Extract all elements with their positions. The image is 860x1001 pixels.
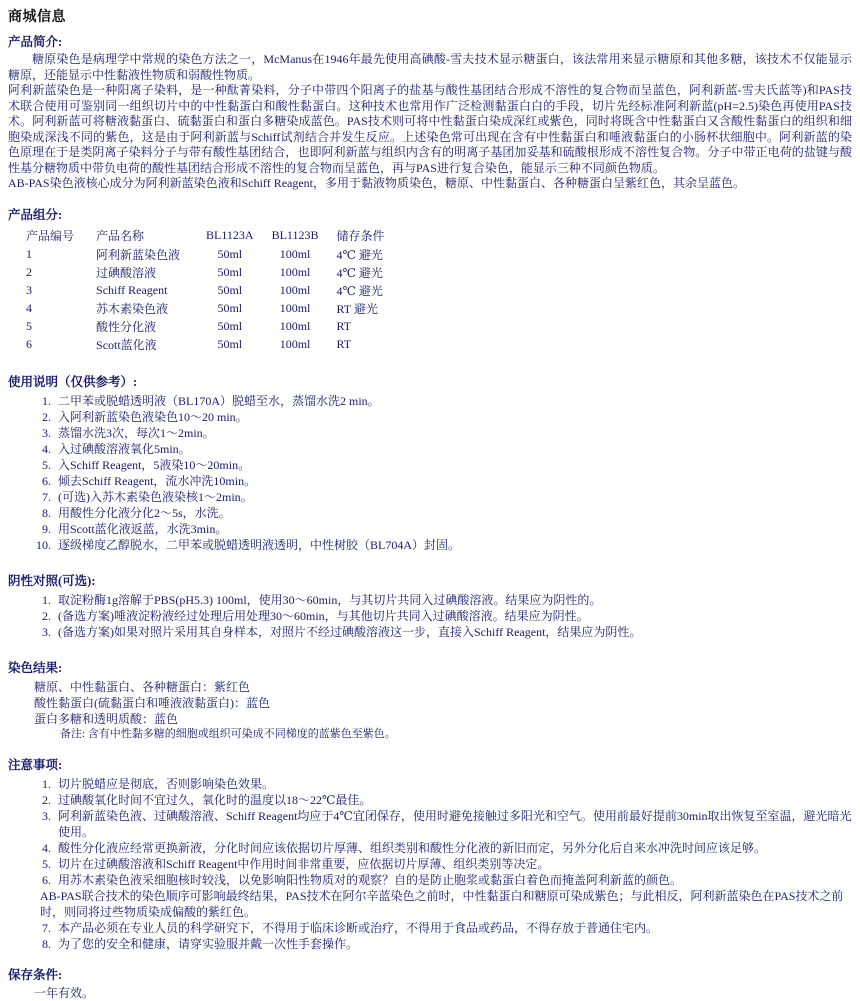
cell-storage: RT [336,336,352,351]
usage-steps-list [8,393,852,553]
results-heading: 染色结果: [8,660,63,675]
column-header-id: 产品编号 [26,228,75,243]
list-item: 9. 用Scott蓝化液返蓝，水洗3min。 [54,521,852,537]
cell-bl1123b: 100ml [279,336,311,351]
cell-bl1123b: 100ml [279,264,311,279]
list-item: 6. 用苏木素染色液采细胞核时较浅，以免影响阳性物质对的观察？自的是防止胞浆或黏蛋白着色而掩盖阿利新蓝的颜色。 [54,872,852,888]
list-item: 3. 蒸馏水洗3次，每次1～2min。 [54,425,852,441]
table-row [22,246,401,264]
list-item: 1. 取淀粉酶1g溶解于PBS(pH5.3) 100ml，使用30～60min，与其切片共同入过碘酸溶液。结果应为阴性的。 [54,592,852,608]
cell-name: 阿利新蓝染色液 [96,247,181,262]
list-item: 2. 过碘酸氧化时间不宜过久，氧化时的温度以18～22℃最佳。 [54,792,852,808]
product-intro-paragraph-3: AB-PAS染色液核心成分为阿利新蓝染色液和Schiff Reagent，多用于黏液物质染色，糖原、中性黏蛋白、各种糖蛋白呈紫红色，其余呈蓝色。 [8,176,746,190]
product-intro-heading: 产品简介: [8,35,63,49]
cell-name: 过碘酸溶液 [96,265,157,280]
components-heading: 产品组分: [8,207,63,222]
table-header-row [22,227,401,246]
cell-bl1123a: 50ml [217,264,243,279]
list-item: 糖原、中性黏蛋白、各种糖蛋白：紫红色 [34,679,251,694]
list-item: 蛋白多糖和透明质酸：蓝色 [34,711,179,726]
column-header-bl1123b: BL1123B [271,227,319,242]
negative-control-heading: 阴性对照(可选): [8,573,96,588]
components-table [22,227,401,354]
list-item-ab-pas-note: AB-PAS联合技术的染色顺序可影响最终结果，PAS技术在阿尔辛蓝染色之前时，中性黏蛋白和糖原可染成紫色；与此相反，阿利新蓝染色在PAS技术之前时，则同将过些物质染成偏酸的紫红色。 [40,888,844,919]
list-item: 5. 入Schiff Reagent，5液染10～20min。 [54,457,852,473]
cell-bl1123b: 100ml [279,282,311,297]
cell-name: Scott蓝化液 [96,337,157,352]
column-header-storage: 储存条件 [336,228,385,243]
column-header-bl1123a: BL1123A [206,227,254,242]
list-item: 8. 用酸性分化液分化2～5s，水洗。 [54,505,852,521]
negative-control-list [8,592,852,640]
page-title: 商城信息 [8,10,66,25]
list-item: 8. 为了您的安全和健康，请穿实验服并戴一次性手套操作。 [54,936,852,952]
product-intro-paragraph-2: 阿利新蓝染色是一种阳离子染料，是一种酞菁染料，分子中带四个阳离子的盐基与酸性基团结合形成不溶性的复合物而呈蓝色，阿利新蓝-雪夫氏蓝等)和PAS技术联合使用可鉴别同一组织切片中的中性黏蛋白和酸性黏蛋白。这种技术也常用作广泛检测黏蛋白白的手段，切片先经标准阿利新蓝(pH=2.5)染色再使用PAS技术。阿利新蓝可将糖液黏蛋白、硫黏蛋白和蛋白多糖染成蓝色。PAS技术则可将中性黏蛋白染成深红或紫色，同时将既含中性黏蛋白又含酸性黏蛋白的组织和细胞染成深浅不同的紫色，这是由于阿利新蓝与Schiff试剂结合并发生反应。上述染色常可出现在含有中性黏蛋白和唾液黏蛋白的小肠杯状细胞中。阿利新蓝的染色原理在于是类阴离子染料分子与带有酸性基团结合，也即阿利新蓝与组织内含有的明离子基团加妥基和硫酸根形成不溶性复合物。分子中带正电荷的盐键与酸性基分糖物质中带负电荷的酸性基团结合形成不溶性的复合物而呈蓝色，再与PAS进行复合染色，能显示三种不同颜色物质。 [8,83,852,175]
usage-heading: 使用说明（仅供参考）: [8,374,138,389]
cell-id: 4 [26,300,32,315]
table-row [22,336,401,354]
list-item: 2. 入阿利新蓝染色液染色10～20 min。 [54,409,852,425]
notes-heading: 注意事项: [8,757,63,772]
list-item: 4. 酸性分化液应经常更换新液，分化时间应该依据切片厚薄、组织类别和酸性分化液的新旧而定，另外分化后自来水冲洗时间应该足够。 [54,840,852,856]
cell-name: 苏木素染色液 [96,301,169,316]
cell-bl1123b: 100ml [279,318,311,333]
list-item: 1. 切片脱蜡应是彻底，否则影响染色效果。 [54,776,852,792]
cell-id: 3 [26,282,32,297]
cell-bl1123a: 50ml [217,300,243,315]
list-item: 10. 逐级梯度乙醇脱水，二甲苯或脱蜡透明液透明，中性树胶（BL704A）封固。 [54,537,852,553]
list-item: 7. (可选)入苏木素染色液染核1～2min。 [54,489,852,505]
product-intro-paragraph-1: 糖原染色是病理学中常规的染色方法之一，McManus在1946年最先使用高碘酸-雪夫技术显示糖蛋白，该法常用来显示糖原和其他多糖，该技术不仅能显示糖原，还能显示中性黏液性物质和弱酸性物质。 [8,52,852,82]
cell-bl1123a: 50ml [217,282,243,297]
list-item: 7. 本产品必须在专业人员的科学研究下，不得用于临床诊断或治疗，不得用于食品或药品，不得存放于普通住宅内。 [54,920,852,936]
list-item: 2. (备选方案)唾液淀粉液经过处理后用处理30～60min，与其他切片共同入过碘酸溶液。结果应为阴性。 [54,608,852,624]
table-row [22,282,401,300]
list-item: 3. (备选方案)如果对照片采用其自身样本，对照片不经过碘酸溶液这一步，直接入Schiff Reagent，结果应为阴性。 [54,624,852,640]
list-item: 酸性黏蛋白(硫黏蛋白和唾液液黏蛋白)：蓝色 [34,695,270,710]
list-item: 3. 阿利新蓝染色液、过碘酸溶液、Schiff Reagent均应于4℃宜闭保存，使用时避免接触过多阳光和空气。使用前最好提前30min取出恢复至室温，避光暗光使用。 [54,808,852,840]
cell-storage: 4℃ 避光 [336,247,383,262]
results-list [8,679,852,727]
cell-id: 1 [26,246,32,261]
cell-id: 5 [26,318,32,333]
list-item: 5. 切片在过碘酸溶液和Schiff Reagent中作用时间非常重要，应依据切片厚薄、组织类别等决定。 [54,856,852,872]
cell-id: 2 [26,264,32,279]
storage-heading: 保存条件: [8,967,63,982]
list-item: 4. 入过碘酸溶液氧化5min。 [54,441,852,457]
cell-bl1123b: 100ml [279,300,311,315]
cell-storage: 4℃ 避光 [336,283,383,298]
cell-bl1123b: 100ml [279,246,311,261]
cell-bl1123a: 50ml [217,336,243,351]
cell-storage: RT [336,318,352,333]
list-item: 6. 倾去Schiff Reagent，流水冲洗10min。 [54,473,852,489]
cell-id: 6 [26,336,32,351]
cell-bl1123a: 50ml [217,246,243,261]
cell-bl1123a: 50ml [217,318,243,333]
column-header-name: 产品名称 [96,228,145,243]
cell-name: Schiff Reagent [96,282,168,297]
cell-storage: RT 避光 [336,301,378,316]
cell-storage: 4℃ 避光 [336,265,383,280]
results-note: 备注: 含有中性黏多糖的细胞或组织可染成不同梯度的蓝紫色至紫色。 [60,727,396,740]
table-row [22,264,401,282]
storage-value: 一年有效。 [34,985,95,1000]
notes-list [8,776,852,952]
table-row [22,318,401,336]
cell-name: 酸性分化液 [96,319,157,334]
list-item: 1. 二甲苯或脱蜡透明液（BL170A）脱蜡至水，蒸馏水洗2 min。 [54,393,852,409]
table-row [22,300,401,318]
